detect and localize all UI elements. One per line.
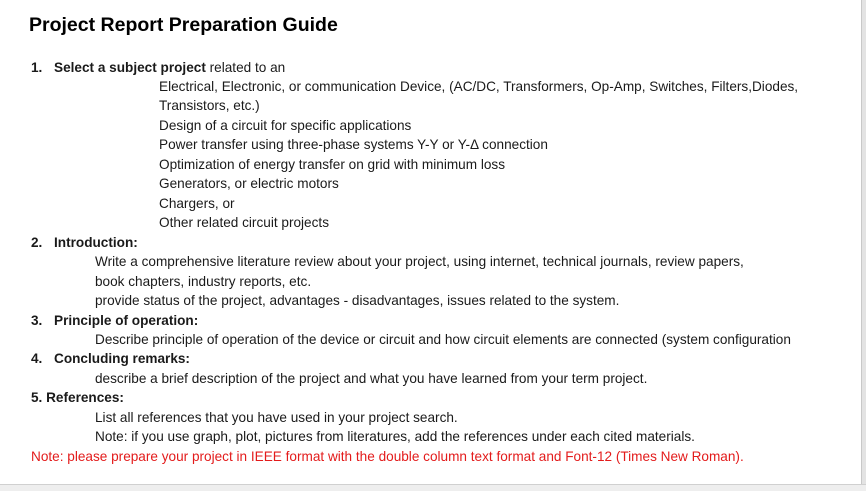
- section-4-heading: Concluding remarks:: [54, 351, 190, 366]
- section-2-line: Write a comprehensive literature review about your project, using internet, technical journals, review papers,: [95, 254, 744, 269]
- section-1-line: Chargers, or: [159, 196, 235, 211]
- section-1-heading: Select a subject project: [54, 60, 206, 75]
- section-3-heading: Principle of operation:: [54, 313, 199, 328]
- section-1-line: Generators, or electric motors: [159, 176, 339, 191]
- section-1-line: Power transfer using three-phase systems Y-Y or Y-Δ connection: [159, 137, 548, 152]
- section-1-line: Optimization of energy transfer on grid with minimum loss: [159, 157, 506, 172]
- section-4-line: describe a brief description of the project and what you have learned from your term project.: [95, 371, 648, 386]
- section-3-number: 3.: [31, 313, 43, 328]
- format-note: Note: please prepare your project in IEEE format with the double column text format and Font-12 (Times New Roman).: [31, 449, 744, 464]
- page-bottom-edge: [0, 484, 866, 491]
- section-2-line: provide status of the project, advantages - disadvantages, issues related to the system.: [95, 293, 620, 308]
- section-1-number: 1.: [31, 60, 43, 75]
- section-5-line: List all references that you have used in your project search.: [95, 410, 458, 425]
- section-1-line: Transistors, etc.): [159, 98, 260, 113]
- page-title: Project Report Preparation Guide: [29, 14, 338, 36]
- section-1-heading-suffix: related to an: [205, 60, 286, 75]
- page-right-edge: [861, 0, 866, 491]
- section-5-line: Note: if you use graph, plot, pictures from literatures, add the references under each cited materials.: [95, 429, 695, 444]
- section-4-number: 4.: [31, 351, 43, 366]
- section-2-heading: Introduction:: [54, 235, 138, 250]
- section-1-line: Design of a circuit for specific applications: [159, 118, 412, 133]
- section-1-heading-line: [54, 58, 285, 77]
- section-2-line: book chapters, industry reports, etc.: [95, 274, 312, 289]
- section-5-heading: 5. References:: [31, 390, 124, 405]
- section-3-line: Describe principle of operation of the device or circuit and how circuit elements are connected (system configuration: [95, 332, 791, 347]
- section-1-line: Other related circuit projects: [159, 215, 329, 230]
- section-2-number: 2.: [31, 235, 43, 250]
- section-1-line: Electrical, Electronic, or communication Device, (AC/DC, Transformers, Op-Amp, Switches, Filters,Diodes,: [159, 79, 799, 94]
